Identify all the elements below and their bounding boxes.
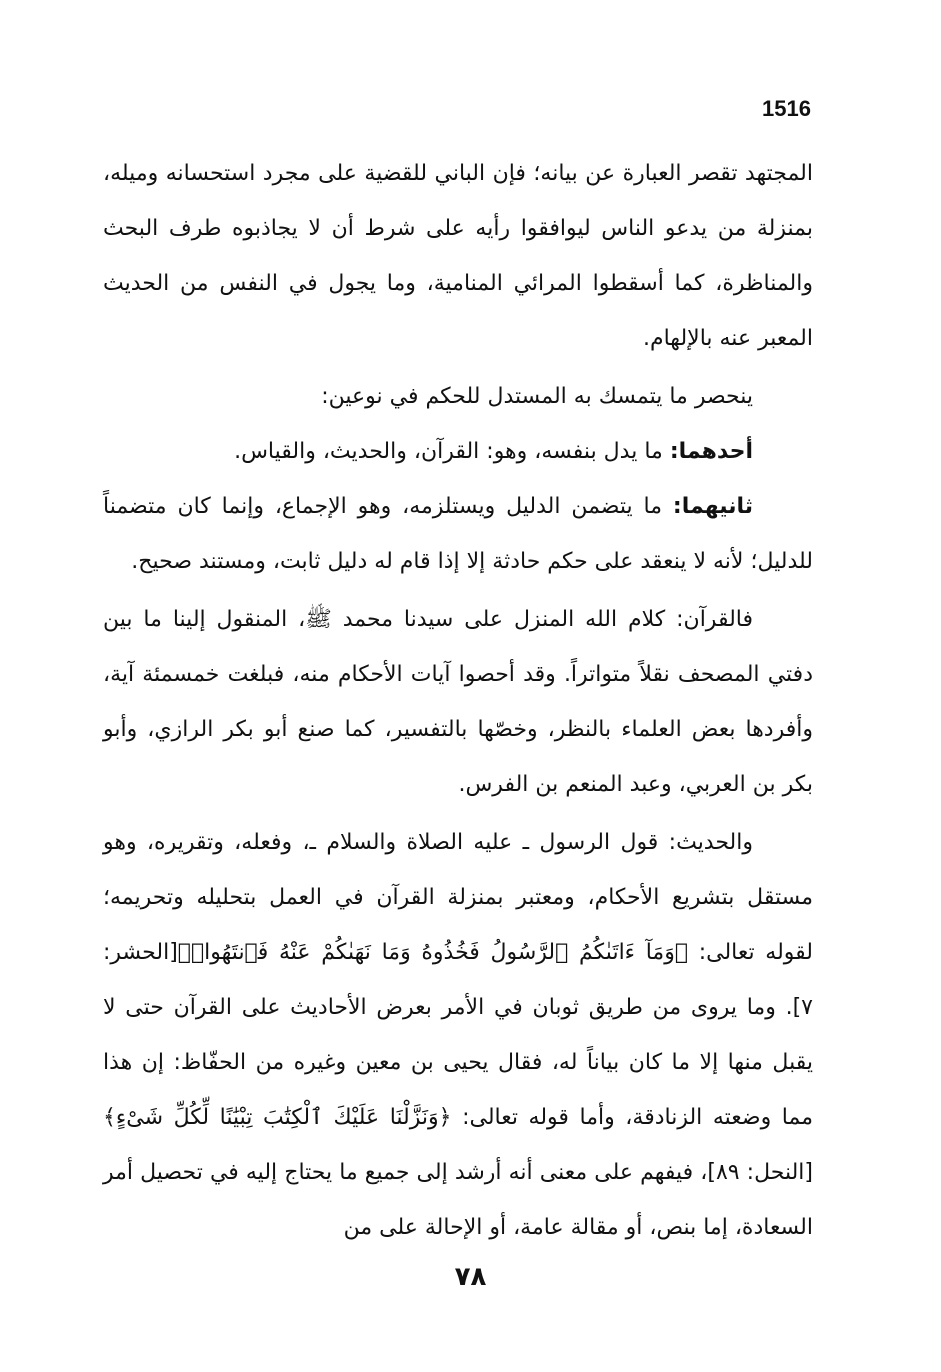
body-text [103, 146, 813, 1255]
page-header-number: 1516 [762, 96, 811, 121]
page-footer-number: ٧٨ [454, 1262, 487, 1292]
paragraph-3-lead: أحدهما: [669, 439, 753, 464]
paragraph-6 [103, 815, 813, 1255]
paragraph-2-text: ينحصر ما يتمسك به المستدل للحكم في نوعين: [321, 384, 753, 409]
paragraph-5 [103, 592, 813, 812]
paragraph-4-lead: ثانيهما: [672, 494, 753, 519]
paragraph-1-text: المجتهد تقصر العبارة عن بيانه؛ فإن الباني للقضية على مجرد استحسانه وميله، بمنزلة من يدعو الناس ليوافقوا رأيه على شرط أن لا يجاذبوه طرف البحث والمناظرة، كما أسقطوا المرائي المنامية، وما يجول في النفس من الحديث المعبر عنه بالإلهام. [103, 161, 813, 351]
paragraph-4 [103, 479, 813, 589]
paragraph-3-text: ما يدل بنفسه، وهو: القرآن، والحديث، والقياس. [234, 439, 670, 464]
paragraph-5-text: فالقرآن: كلام الله المنزل على سيدنا محمد ﷺ، المنقول إلينا ما بين دفتي المصحف نقلاً متواتراً. وقد أحصوا آيات الأحكام منه، فبلغت خمسمئة آية، وأفردها بعض العلماء بالنظر، وخصّها بالتفسير، كما صنع أبو بكر الرازي، وأبو بكر بن العربي، وعبد المنعم بن الفرس. [103, 607, 813, 797]
paragraph-6-text: والحديث: قول الرسول ـ عليه الصلاة والسلام ـ، وفعله، وتقريره، وهو مستقل بتشريع الأحكام، ومعتبر بمنزلة القرآن في العمل بتحليله وتحريمه؛ لقوله تعالى: ﴿وَمَآ ءَاتَىٰكُمُ ٱلرَّسُولُ فَخُذُوهُ وَمَا نَهَىٰكُمْ عَنْهُ فَٱنتَهُوا۟﴾[الحشر: ٧]. وما يروى من طريق ثوبان في الأمر بعرض الأحاديث على القرآن حتى لا يقبل منها إلا ما كان بياناً له، فقال يحيى بن معين وغيره من الحفّاظ: إن هذا مما وضعته الزنادقة، وأما قوله تعالى: ﴿وَنَزَّلْنَا عَلَيْكَ ٱلْكِتَٰبَ تِبْيَٰنًا لِّكُلِّ شَىْءٍ﴾[النحل: ٨٩]، فيفهم على معنى أنه أرشد إلى جميع ما يحتاج إليه في تحصيل أمر السعادة، إما بنص، أو مقالة عامة، أو الإحالة على من [103, 830, 813, 1240]
paragraph-4-text: ما يتضمن الدليل ويستلزمه، وهو الإجماع، وإنما كان متضمناً للدليل؛ لأنه لا ينعقد على حكم حادثة إلا إذا قام له دليل ثابت، ومستند صحيح. [103, 494, 813, 574]
paragraph-2 [103, 369, 813, 424]
paragraph-3 [103, 424, 813, 479]
paragraph-1 [103, 146, 813, 366]
